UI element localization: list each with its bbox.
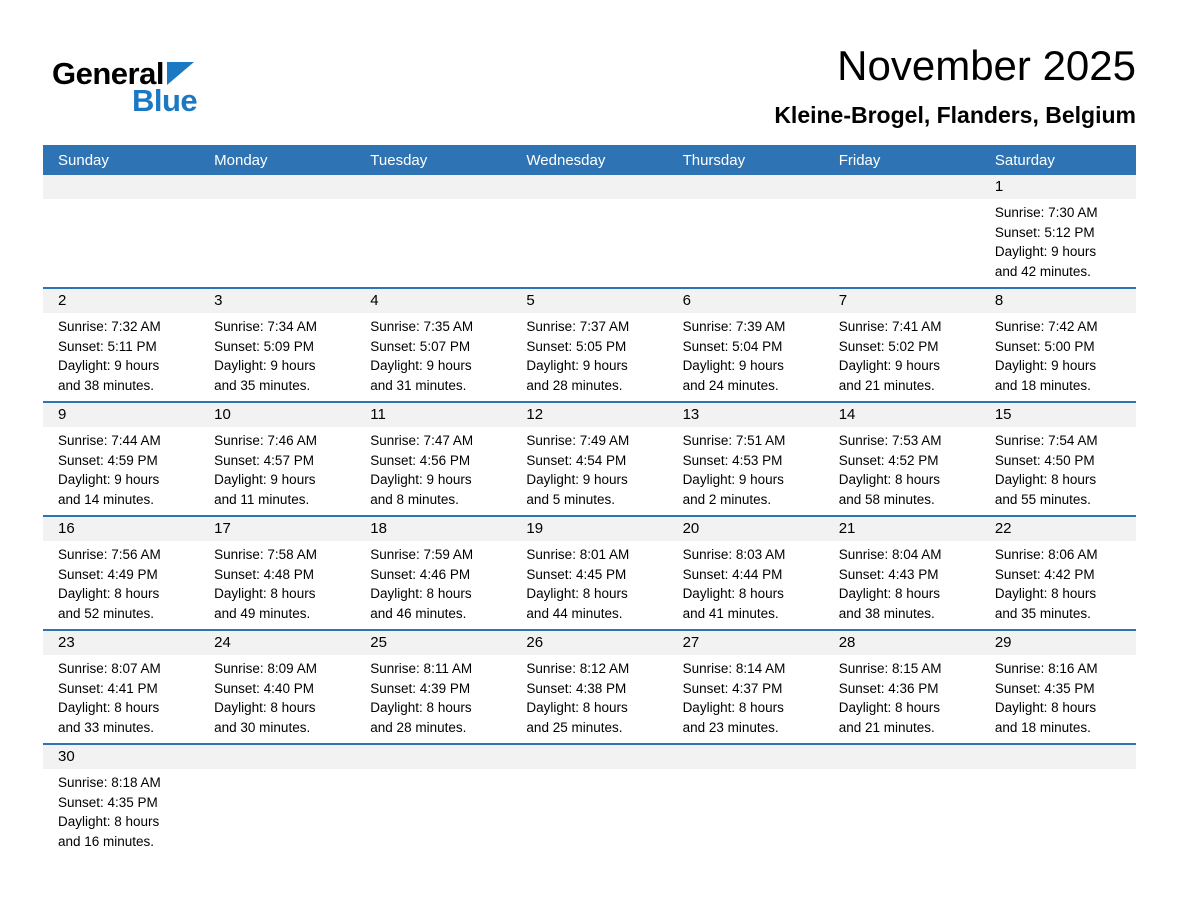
- day-number: 26: [511, 631, 667, 655]
- sunset-text: Sunset: 5:07 PM: [370, 338, 471, 354]
- day-info: [668, 313, 824, 401]
- sunrise-text: Sunrise: 7:47 AM: [370, 433, 474, 449]
- day-number: 17: [199, 517, 355, 541]
- day-cell-17: [199, 517, 355, 629]
- logo-word-blue: Blue: [132, 83, 198, 118]
- daylight-text-line2: and 2 minutes.: [682, 491, 772, 507]
- day-number: 23: [43, 631, 199, 655]
- sunset-text: Sunset: 5:02 PM: [838, 338, 939, 354]
- day-cell-19: [511, 517, 667, 629]
- sunset-text: Sunset: 5:05 PM: [526, 338, 627, 354]
- daylight-text-line1: Daylight: 8 hours: [370, 700, 472, 716]
- sunrise-text: Sunrise: 7:58 AM: [214, 547, 317, 563]
- sunset-text: Sunset: 4:35 PM: [58, 794, 158, 810]
- day-info: [199, 313, 355, 401]
- sunrise-text: Sunrise: 7:34 AM: [214, 319, 317, 335]
- day-number: 7: [824, 289, 980, 313]
- sunset-text: Sunset: 5:12 PM: [994, 224, 1095, 240]
- empty-day-cell: [668, 175, 824, 287]
- day-cell-1: [980, 175, 1136, 287]
- day-cell-12: [511, 403, 667, 515]
- day-number-empty: [511, 745, 667, 769]
- day-cell-21: [824, 517, 980, 629]
- day-cell-8: [980, 289, 1136, 401]
- day-number-empty: [824, 175, 980, 199]
- day-number: 20: [668, 517, 824, 541]
- sunset-text: Sunset: 4:50 PM: [994, 452, 1095, 468]
- day-number-empty: [824, 745, 980, 769]
- sunset-text: Sunset: 4:56 PM: [370, 452, 471, 468]
- day-number: 13: [668, 403, 824, 427]
- sunrise-text: Sunrise: 8:06 AM: [994, 547, 1098, 563]
- daylight-text-line1: Daylight: 8 hours: [58, 586, 160, 602]
- day-info: [199, 655, 355, 743]
- daylight-text-line1: Daylight: 8 hours: [682, 586, 784, 602]
- day-number: 2: [43, 289, 199, 313]
- sunrise-text: Sunrise: 8:15 AM: [838, 661, 942, 677]
- weekday-label-sunday: Sunday: [58, 151, 109, 169]
- day-cell-30: [43, 745, 199, 857]
- daylight-text-line2: and 18 minutes.: [994, 377, 1091, 393]
- daylight-text-line1: Daylight: 8 hours: [682, 700, 784, 716]
- day-cell-3: [199, 289, 355, 401]
- daylight-text-line1: Daylight: 8 hours: [838, 472, 941, 488]
- day-info: [355, 313, 511, 401]
- day-number: 15: [980, 403, 1136, 427]
- sunset-text: Sunset: 4:37 PM: [682, 680, 783, 696]
- sunrise-text: Sunrise: 7:30 AM: [994, 205, 1098, 221]
- weekday-label-friday: Friday: [838, 151, 881, 169]
- day-number: 30: [43, 745, 199, 769]
- day-info: [824, 313, 980, 401]
- sunset-text: Sunset: 4:46 PM: [370, 566, 471, 582]
- day-cell-25: [355, 631, 511, 743]
- day-cell-18: [355, 517, 511, 629]
- empty-day-cell: [824, 745, 980, 857]
- day-number: 8: [980, 289, 1136, 313]
- day-info: [668, 655, 824, 743]
- daylight-text-line1: Daylight: 9 hours: [682, 358, 784, 374]
- day-info: [824, 427, 980, 515]
- sunset-text: Sunset: 4:38 PM: [526, 680, 627, 696]
- sunrise-text: Sunrise: 8:07 AM: [58, 661, 161, 677]
- sunset-text: Sunset: 4:35 PM: [994, 680, 1095, 696]
- day-number: 27: [668, 631, 824, 655]
- sunrise-text: Sunrise: 8:12 AM: [526, 661, 630, 677]
- sunset-text: Sunset: 4:42 PM: [994, 566, 1095, 582]
- day-cell-13: [668, 403, 824, 515]
- sunset-text: Sunset: 4:59 PM: [58, 452, 158, 468]
- sunrise-text: Sunrise: 7:59 AM: [370, 547, 474, 563]
- day-info: [355, 427, 511, 515]
- daylight-text-line2: and 30 minutes.: [214, 719, 311, 735]
- day-number: 16: [43, 517, 199, 541]
- daylight-text-line2: and 58 minutes.: [838, 491, 935, 507]
- day-cell-29: [980, 631, 1136, 743]
- empty-day-cell: [355, 745, 511, 857]
- daylight-text-line2: and 21 minutes.: [838, 719, 935, 735]
- day-number: 18: [355, 517, 511, 541]
- day-number-empty: [43, 175, 199, 199]
- sunrise-text: Sunrise: 7:39 AM: [682, 319, 786, 335]
- day-cell-20: [668, 517, 824, 629]
- day-number-empty: [980, 745, 1136, 769]
- daylight-text-line1: Daylight: 9 hours: [214, 472, 316, 488]
- daylight-text-line2: and 46 minutes.: [370, 605, 467, 621]
- day-info: [980, 655, 1136, 743]
- day-info: [980, 541, 1136, 629]
- day-number-empty: [668, 745, 824, 769]
- calendar-grid: [43, 175, 1136, 857]
- week-row-6: [43, 743, 1136, 857]
- daylight-text-line1: Daylight: 9 hours: [838, 358, 941, 374]
- day-number: 9: [43, 403, 199, 427]
- sunrise-text: Sunrise: 7:37 AM: [526, 319, 630, 335]
- day-number: 11: [355, 403, 511, 427]
- empty-day-cell: [668, 745, 824, 857]
- sunrise-text: Sunrise: 8:11 AM: [370, 661, 473, 677]
- daylight-text-line1: Daylight: 8 hours: [838, 586, 941, 602]
- daylight-text-line1: Daylight: 9 hours: [58, 472, 160, 488]
- daylight-text-line2: and 55 minutes.: [994, 491, 1091, 507]
- sunrise-text: Sunrise: 7:41 AM: [838, 319, 942, 335]
- day-number: 19: [511, 517, 667, 541]
- daylight-text-line2: and 23 minutes.: [682, 719, 779, 735]
- daylight-text-line2: and 28 minutes.: [526, 377, 623, 393]
- weekday-label-wednesday: Wednesday: [526, 151, 606, 169]
- daylight-text-line2: and 52 minutes.: [58, 605, 155, 621]
- day-cell-16: [43, 517, 199, 629]
- daylight-text-line2: and 25 minutes.: [526, 719, 623, 735]
- week-row-1: [43, 175, 1136, 287]
- day-number: 3: [199, 289, 355, 313]
- sunrise-text: Sunrise: 7:32 AM: [58, 319, 161, 335]
- day-cell-9: [43, 403, 199, 515]
- weekday-header-row: [43, 145, 1136, 175]
- daylight-text-line2: and 11 minutes.: [214, 491, 310, 507]
- daylight-text-line2: and 24 minutes.: [682, 377, 779, 393]
- day-number: 4: [355, 289, 511, 313]
- week-row-4: [43, 515, 1136, 629]
- sunset-text: Sunset: 4:36 PM: [838, 680, 939, 696]
- daylight-text-line1: Daylight: 9 hours: [214, 358, 316, 374]
- daylight-text-line1: Daylight: 8 hours: [214, 700, 316, 716]
- sunrise-text: Sunrise: 7:46 AM: [214, 433, 317, 449]
- daylight-text-line1: Daylight: 8 hours: [526, 586, 628, 602]
- daylight-text-line1: Daylight: 9 hours: [682, 472, 784, 488]
- daylight-text-line2: and 44 minutes.: [526, 605, 623, 621]
- day-number: 29: [980, 631, 1136, 655]
- day-cell-11: [355, 403, 511, 515]
- sunset-text: Sunset: 5:09 PM: [214, 338, 314, 354]
- empty-day-cell: [355, 175, 511, 287]
- day-number: 14: [824, 403, 980, 427]
- day-info: [668, 427, 824, 515]
- day-info: [199, 427, 355, 515]
- weekday-label-monday: Monday: [214, 151, 268, 169]
- daylight-text-line2: and 33 minutes.: [58, 719, 155, 735]
- daylight-text-line2: and 35 minutes.: [214, 377, 311, 393]
- logo-text-general: General: [52, 56, 164, 91]
- sunrise-text: Sunrise: 7:53 AM: [838, 433, 942, 449]
- sunset-text: Sunset: 4:43 PM: [838, 566, 939, 582]
- day-number: 12: [511, 403, 667, 427]
- day-cell-15: [980, 403, 1136, 515]
- day-number-empty: [199, 175, 355, 199]
- day-cell-10: [199, 403, 355, 515]
- sunrise-text: Sunrise: 8:18 AM: [58, 775, 161, 791]
- day-info: [43, 427, 199, 515]
- sunrise-text: Sunrise: 7:44 AM: [58, 433, 161, 449]
- sunset-text: Sunset: 4:40 PM: [214, 680, 314, 696]
- sunset-text: Sunset: 5:04 PM: [682, 338, 783, 354]
- sunset-text: Sunset: 4:44 PM: [682, 566, 783, 582]
- daylight-text-line1: Daylight: 9 hours: [526, 472, 628, 488]
- sunset-text: Sunset: 4:57 PM: [214, 452, 314, 468]
- daylight-text-line1: Daylight: 8 hours: [214, 586, 316, 602]
- day-info: [43, 313, 199, 401]
- sunrise-text: Sunrise: 7:56 AM: [58, 547, 161, 563]
- day-info: [668, 541, 824, 629]
- sunrise-text: Sunrise: 8:09 AM: [214, 661, 317, 677]
- day-number-empty: [199, 745, 355, 769]
- day-number: 28: [824, 631, 980, 655]
- day-info: [355, 541, 511, 629]
- day-number: 21: [824, 517, 980, 541]
- daylight-text-line2: and 28 minutes.: [370, 719, 467, 735]
- daylight-text-line1: Daylight: 9 hours: [370, 358, 472, 374]
- general-blue-logo: [52, 34, 197, 116]
- day-info: [980, 313, 1136, 401]
- day-info: [43, 541, 199, 629]
- day-info: [980, 199, 1136, 287]
- sunset-text: Sunset: 5:00 PM: [994, 338, 1095, 354]
- sunset-text: Sunset: 4:39 PM: [370, 680, 471, 696]
- empty-day-cell: [511, 745, 667, 857]
- day-info: [511, 427, 667, 515]
- daylight-text-line2: and 42 minutes.: [994, 263, 1091, 279]
- daylight-text-line1: Daylight: 9 hours: [526, 358, 628, 374]
- title-block: [774, 34, 1136, 129]
- sunset-text: Sunset: 4:48 PM: [214, 566, 314, 582]
- daylight-text-line1: Daylight: 8 hours: [526, 700, 628, 716]
- day-number-empty: [355, 175, 511, 199]
- weekday-label-tuesday: Tuesday: [370, 151, 428, 169]
- daylight-text-line2: and 14 minutes.: [58, 491, 155, 507]
- daylight-text-line1: Daylight: 9 hours: [994, 244, 1097, 260]
- daylight-text-line2: and 38 minutes.: [838, 605, 935, 621]
- day-number-empty: [668, 175, 824, 199]
- sunrise-text: Sunrise: 7:42 AM: [994, 319, 1098, 335]
- day-info: [43, 655, 199, 743]
- daylight-text-line1: Daylight: 8 hours: [838, 700, 941, 716]
- sunrise-text: Sunrise: 8:16 AM: [994, 661, 1098, 677]
- daylight-text-line2: and 41 minutes.: [682, 605, 779, 621]
- empty-day-cell: [43, 175, 199, 287]
- daylight-text-line1: Daylight: 8 hours: [58, 814, 160, 830]
- day-number-empty: [355, 745, 511, 769]
- daylight-text-line2: and 38 minutes.: [58, 377, 155, 393]
- daylight-text-line2: and 16 minutes.: [58, 833, 155, 849]
- sunset-text: Sunset: 4:45 PM: [526, 566, 627, 582]
- day-info: [199, 541, 355, 629]
- day-cell-26: [511, 631, 667, 743]
- day-cell-5: [511, 289, 667, 401]
- day-cell-22: [980, 517, 1136, 629]
- day-info: [824, 541, 980, 629]
- calendar: [43, 145, 1136, 857]
- day-number: 5: [511, 289, 667, 313]
- page-header: [0, 0, 1188, 129]
- day-cell-14: [824, 403, 980, 515]
- weekday-label-saturday: Saturday: [994, 151, 1055, 169]
- daylight-text-line1: Daylight: 8 hours: [994, 472, 1097, 488]
- day-number: 24: [199, 631, 355, 655]
- day-info: [511, 313, 667, 401]
- day-info: [980, 427, 1136, 515]
- day-cell-27: [668, 631, 824, 743]
- daylight-text-line1: Daylight: 9 hours: [370, 472, 472, 488]
- day-cell-2: [43, 289, 199, 401]
- sunset-text: Sunset: 4:52 PM: [838, 452, 939, 468]
- week-row-2: [43, 287, 1136, 401]
- sunrise-text: Sunrise: 8:14 AM: [682, 661, 786, 677]
- day-cell-4: [355, 289, 511, 401]
- empty-day-cell: [511, 175, 667, 287]
- sunrise-text: Sunrise: 7:51 AM: [682, 433, 786, 449]
- weekday-label-thursday: Thursday: [682, 151, 746, 169]
- day-cell-24: [199, 631, 355, 743]
- week-row-5: [43, 629, 1136, 743]
- daylight-text-line1: Daylight: 9 hours: [58, 358, 160, 374]
- daylight-text-line2: and 31 minutes.: [370, 377, 467, 393]
- daylight-text-line1: Daylight: 8 hours: [58, 700, 160, 716]
- month-title: November 2025: [837, 42, 1136, 89]
- week-row-3: [43, 401, 1136, 515]
- day-number: 6: [668, 289, 824, 313]
- daylight-text-line2: and 5 minutes.: [526, 491, 615, 507]
- day-number: 25: [355, 631, 511, 655]
- empty-day-cell: [199, 745, 355, 857]
- sunrise-text: Sunrise: 8:03 AM: [682, 547, 786, 563]
- empty-day-cell: [980, 745, 1136, 857]
- daylight-text-line2: and 8 minutes.: [370, 491, 459, 507]
- daylight-text-line2: and 35 minutes.: [994, 605, 1091, 621]
- day-cell-28: [824, 631, 980, 743]
- day-cell-6: [668, 289, 824, 401]
- sunrise-text: Sunrise: 7:35 AM: [370, 319, 474, 335]
- daylight-text-line2: and 49 minutes.: [214, 605, 311, 621]
- sunset-text: Sunset: 4:49 PM: [58, 566, 158, 582]
- sunset-text: Sunset: 5:11 PM: [58, 338, 157, 354]
- daylight-text-line1: Daylight: 8 hours: [994, 700, 1097, 716]
- daylight-text-line2: and 21 minutes.: [838, 377, 935, 393]
- daylight-text-line1: Daylight: 9 hours: [994, 358, 1097, 374]
- sunrise-text: Sunrise: 7:49 AM: [526, 433, 630, 449]
- day-number: 10: [199, 403, 355, 427]
- day-cell-7: [824, 289, 980, 401]
- sunrise-text: Sunrise: 8:04 AM: [838, 547, 942, 563]
- sunset-text: Sunset: 4:53 PM: [682, 452, 783, 468]
- daylight-text-line2: and 18 minutes.: [994, 719, 1091, 735]
- empty-day-cell: [824, 175, 980, 287]
- daylight-text-line1: Daylight: 8 hours: [370, 586, 472, 602]
- sunrise-text: Sunrise: 8:01 AM: [526, 547, 630, 563]
- day-number-empty: [511, 175, 667, 199]
- day-info: [43, 769, 199, 857]
- sunset-text: Sunset: 4:54 PM: [526, 452, 627, 468]
- day-cell-23: [43, 631, 199, 743]
- day-info: [355, 655, 511, 743]
- day-number: 22: [980, 517, 1136, 541]
- day-info: [511, 541, 667, 629]
- location-subtitle: Kleine-Brogel, Flanders, Belgium: [774, 102, 1136, 129]
- daylight-text-line1: Daylight: 8 hours: [994, 586, 1097, 602]
- sunrise-text: Sunrise: 7:54 AM: [994, 433, 1098, 449]
- day-number: 1: [980, 175, 1136, 199]
- day-info: [824, 655, 980, 743]
- day-info: [511, 655, 667, 743]
- empty-day-cell: [199, 175, 355, 287]
- sunset-text: Sunset: 4:41 PM: [58, 680, 158, 696]
